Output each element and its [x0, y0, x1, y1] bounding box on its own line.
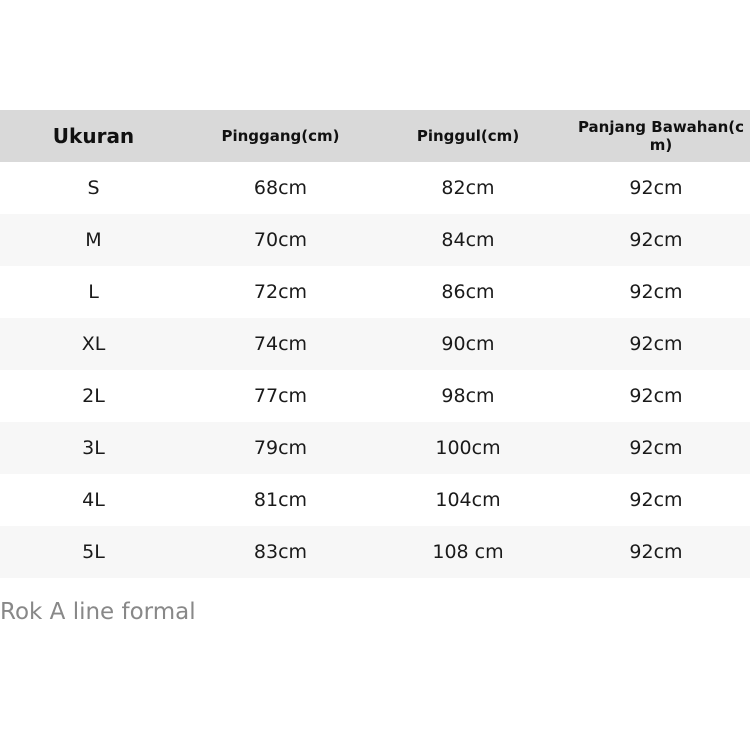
table-row — [0, 266, 750, 318]
header-hip: Pinggul(cm) — [416, 126, 520, 145]
cell-hip: 90cm — [441, 333, 495, 355]
cell-hip: 98cm — [441, 385, 495, 407]
cell-waist: 79cm — [253, 437, 308, 459]
table-row — [0, 162, 750, 214]
cell-size: 2L — [82, 385, 105, 407]
cell-length: 92cm — [629, 333, 683, 355]
table-row — [0, 318, 750, 370]
cell-length: 92cm — [629, 281, 683, 303]
cell-waist: 74cm — [253, 333, 308, 355]
cell-waist: 68cm — [253, 177, 308, 199]
cell-length: 92cm — [629, 177, 683, 199]
header-length: Panjang Bawahan(cm) — [577, 118, 745, 154]
cell-size: XL — [81, 333, 106, 355]
header-size: Ukuran — [52, 123, 135, 148]
cell-hip: 84cm — [441, 229, 495, 251]
cell-length: 92cm — [629, 437, 683, 459]
cell-size: 4L — [82, 489, 105, 511]
cell-size: 3L — [82, 437, 105, 459]
cell-hip: 82cm — [441, 177, 495, 199]
header-waist: Pinggang(cm) — [221, 126, 340, 145]
table-row — [0, 422, 750, 474]
cell-hip: 100cm — [435, 437, 501, 459]
cell-hip: 86cm — [441, 281, 495, 303]
cell-size: M — [85, 229, 102, 251]
table-header-row — [0, 110, 750, 162]
table-row — [0, 214, 750, 266]
product-caption: Rok A line formal — [0, 599, 196, 625]
cell-length: 92cm — [629, 229, 683, 251]
size-chart-table — [0, 110, 750, 578]
cell-hip: 108 cm — [432, 541, 504, 563]
table-row — [0, 370, 750, 422]
cell-hip: 104cm — [435, 489, 501, 511]
cell-length: 92cm — [629, 385, 683, 407]
cell-size: S — [87, 177, 100, 199]
table-row — [0, 474, 750, 526]
cell-waist: 81cm — [253, 489, 308, 511]
cell-length: 92cm — [629, 541, 683, 563]
cell-waist: 72cm — [253, 281, 308, 303]
cell-waist: 70cm — [253, 229, 308, 251]
table-row — [0, 526, 750, 578]
cell-size: 5L — [82, 541, 105, 563]
cell-waist: 77cm — [253, 385, 308, 407]
cell-waist: 83cm — [253, 541, 308, 563]
cell-size: L — [88, 281, 99, 303]
cell-length: 92cm — [629, 489, 683, 511]
